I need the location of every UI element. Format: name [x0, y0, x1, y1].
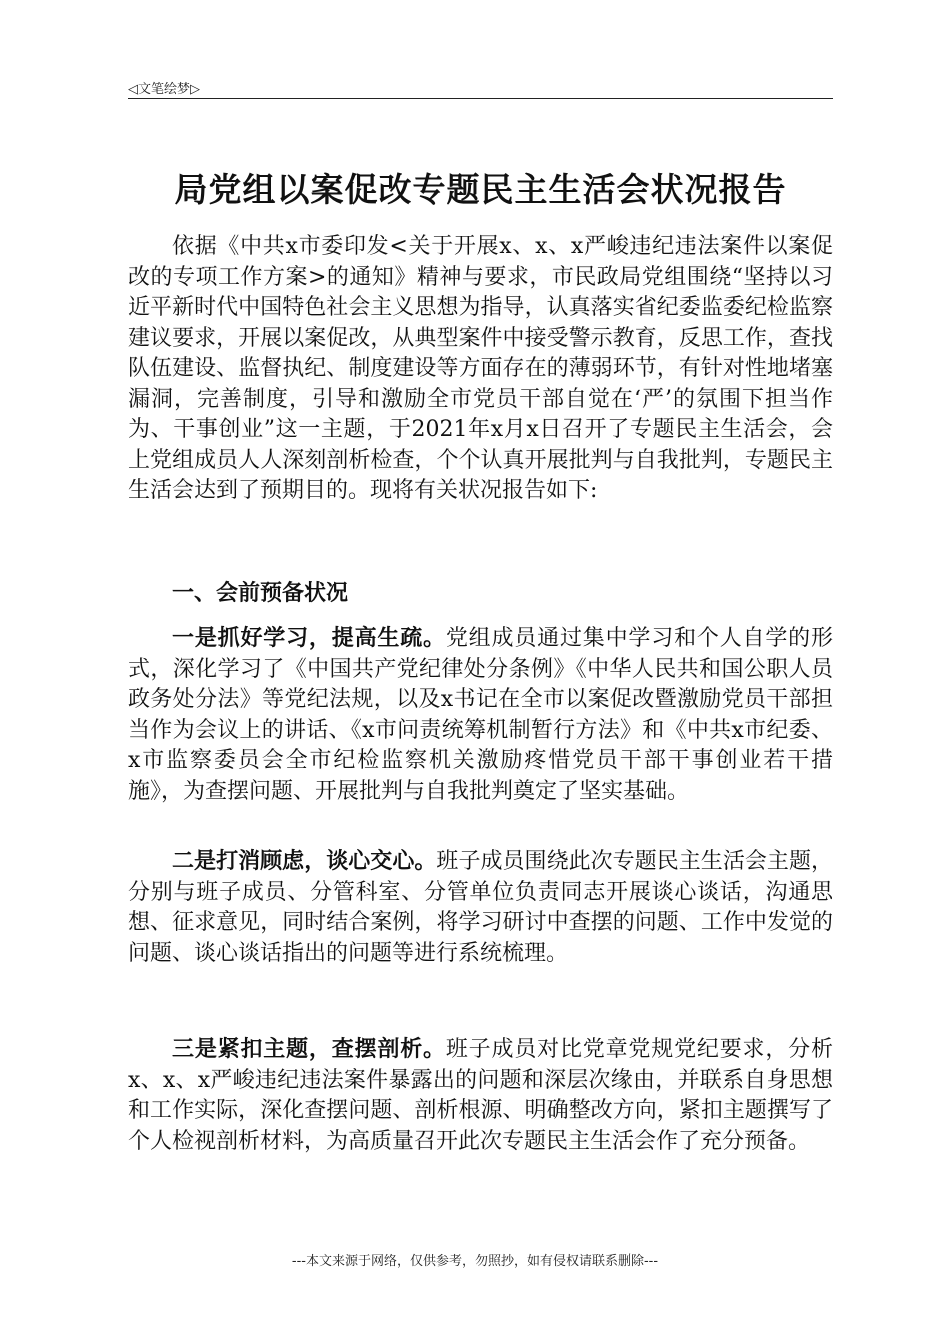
item-lead-2: 二是打消顾虑，谈心交心。 [172, 849, 437, 874]
item-text-2: 班子成员围绕此次专题民主生活会主题，分别与班子成员、分管科室、分管单位负责同志开展谈心谈话，沟通思想、征求意见，同时结合案例，将学习研讨中查摆的问题、工作中发觉的问题、谈心谈话指出的问题等进行系统梳理。 [128, 849, 833, 966]
page-header [128, 72, 833, 99]
item-lead-3: 三是紧扣主题，查摆剖析。 [172, 1037, 446, 1062]
intro-paragraph: 依据《中共x市委印发<关于开展x、x、x严峻违纪违法案件以案促改的专项工作方案>的通知》精神与要求，市民政局党组围绕“坚持以习近平新时代中国特色社会主义思想为指导，认真落实省纪委监委纪检监察建议要求，开展以案促改，从典型案件中接受警示教育，反思工作，查找队伍建设、监督执纪、制度建设等方面存在的薄弱环节，有针对性地堵塞漏洞，完善制度，引导和激励全市党员干部自觉在‘严’的氛围下担当作为、干事创业”这一主题，于2021年x月x日召开了专题民主生活会，会上党组成员人人深刻剖析检查，个个认真开展批判与自我批判，专题民主生活会达到了预期目的。现将有关状况报告如下: [128, 234, 833, 503]
item-lead-1: 一是抓好学习，提高生疏。 [172, 626, 446, 651]
item-text-3: 班子成员对比党章党规党纪要求，分析x、x、x严峻违纪违法案件暴露出的问题和深层次缘由，并联系自身思想和工作实际，深化查摆问题、剖析根源、明确整改方向，紧扣主题撰写了个人检视剖析材料，为高质量召开此次专题民主生活会作了充分预备。 [128, 1037, 833, 1154]
item-paragraph-1 [128, 624, 833, 807]
item-paragraph-2 [128, 847, 833, 969]
document-title: 局党组以案促改专题民主生活会状况报告 [174, 170, 787, 209]
item-text-1: 党组成员通过集中学习和个人自学的形式，深化学习了《中国共产党纪律处分条例》《中华人民共和国公职人员政务处分法》等党纪法规，以及x书记在全市以案促改暨激励党员干部担当作为会议上的讲话、《x市问责统筹机制暂行方法》和《中共x市纪委、x市监察委员会全市纪检监察机关激励疼惜党员干部干事创业若干措施》，为查摆问题、开展批判与自我批判奠定了坚实基础。 [128, 626, 833, 804]
section-heading: 一、会前预备状况 [172, 581, 349, 606]
footer-disclaimer: ---本文来源于网络，仅供参考，勿照抄，如有侵权请联系删除--- [291, 1254, 659, 1269]
header-mark: ◁文笔绘梦▷ [128, 82, 200, 97]
item-paragraph-3 [128, 1035, 833, 1157]
